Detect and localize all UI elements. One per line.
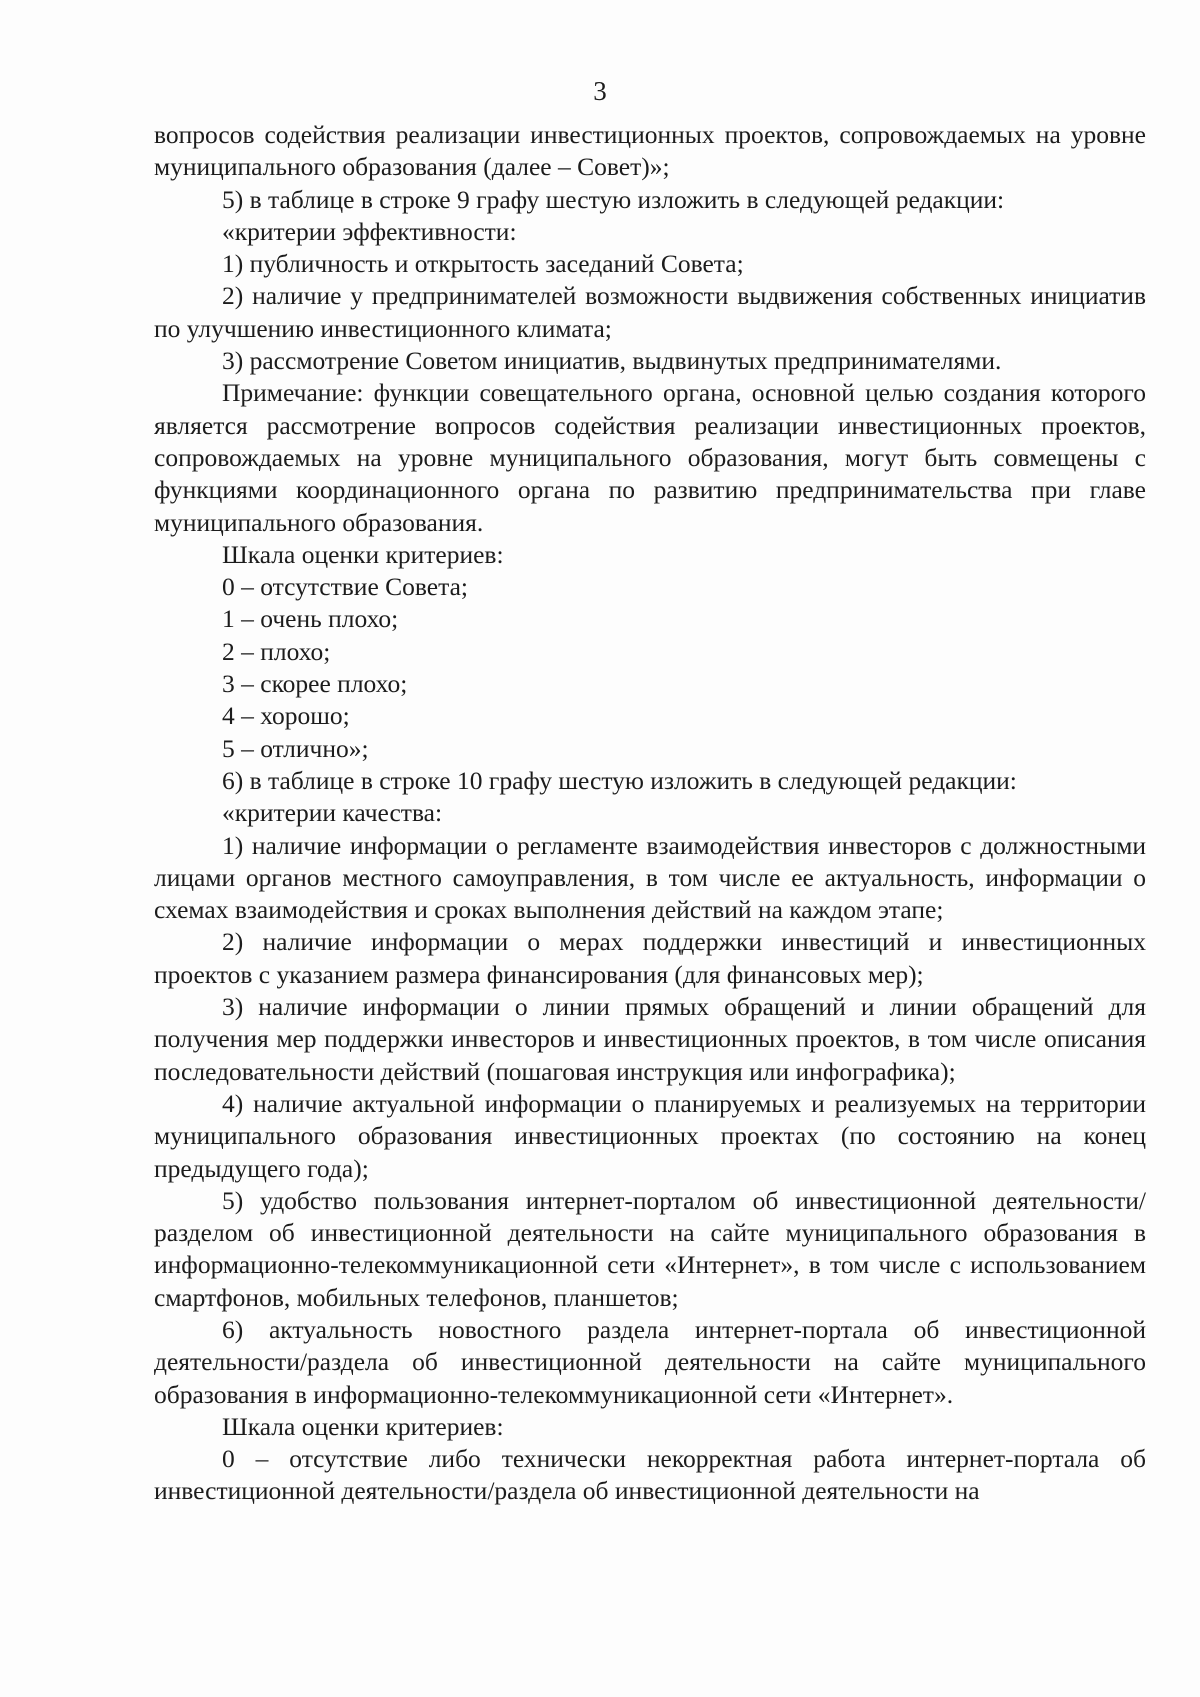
paragraph-efficiency-criterion: 2) наличие у предпринимателей возможности выдвижения собственных инициатив по улучшению инвестиционного климата; [154, 281, 1146, 343]
paragraph-quality-criteria-heading: «критерии качества: [222, 798, 443, 828]
paragraph-quality-criterion: 2) наличие информации о мерах поддержки инвестиций и инвестиционных проектов с указанием размера финансирования (для финансовых мер); [154, 927, 1146, 989]
paragraph-note: Примечание: функции совещательного органа, основной целью создания которого является рассмотрение вопросов содействия реализации инвестиционных проектов, сопровождаемых на уровне муниципального образования, могут быть совмещены с функциями координационного органа по развитию предпринимательства при главе муниципального образования. [154, 378, 1146, 537]
scale-item: 2 – плохо; [222, 636, 331, 666]
paragraph-quality-criterion: 6) актуальность новостного раздела интернет-портала об инвестиционной деятельности/раздела об инвестиционной деятельности на сайте муниципального образования в информационно-телекоммуникационной сети «Интернет». [154, 1314, 1146, 1409]
scale-item: 0 – отсутствие либо технически некорректная работа интернет-портала об инвестиционной деятельности/раздела об инвестиционной деятельности на [154, 1444, 1146, 1506]
paragraph-scale-heading: Шкала оценки критериев: [222, 539, 504, 569]
scale-item: 4 – хорошо; [222, 701, 350, 731]
paragraph-quality-criterion: 4) наличие актуальной информации о планируемых и реализуемых на территории муниципального образования инвестиционных проектах (по состоянию на конец предыдущего года); [154, 1088, 1146, 1183]
paragraph-efficiency-criterion: 3) рассмотрение Советом инициатив, выдвинутых предпринимателями. [222, 346, 1002, 376]
paragraph-quality-criterion: 1) наличие информации о регламенте взаимодействия инвесторов с должностными лицами органов местного самоуправления, в том числе ее актуальность, информации о схемах взаимодействия и сроках выполнения действий на каждом этапе; [154, 830, 1146, 925]
paragraph-scale-heading: Шкала оценки критериев: [222, 1411, 504, 1441]
scale-item: 0 – отсутствие Совета; [222, 572, 468, 602]
paragraph-efficiency-criterion: 1) публичность и открытость заседаний Совета; [222, 249, 744, 279]
scale-item: 1 – очень плохо; [222, 604, 399, 634]
paragraph-item-5: 5) в таблице в строке 9 графу шестую изложить в следующей редакции: [222, 184, 1005, 214]
page-number: 3 [593, 76, 607, 106]
paragraph-efficiency-criteria-heading: «критерии эффективности: [222, 216, 517, 246]
paragraph-quality-criterion: 3) наличие информации о линии прямых обращений и линии обращений для получения мер поддержки инвесторов и инвестиционных проектов, в том числе описания последовательности действий (пошаговая инструкция или инфографика); [154, 992, 1146, 1086]
paragraph-item-6: 6) в таблице в строке 10 графу шестую изложить в следующей редакции: [222, 765, 1017, 795]
scale-item: 5 – отлично»; [222, 733, 369, 763]
scale-item: 3 – скорее плохо; [222, 669, 408, 699]
document-body [154, 119, 1146, 1508]
paragraph-continuation: вопросов содействия реализации инвестиционных проектов, сопровождаемых на уровне муниципального образования (далее – Совет)»; [154, 120, 1146, 182]
paragraph-quality-criterion: 5) удобство пользования интернет-порталом об инвестиционной деятельности/разделом об инвестиционной деятельности на сайте муниципального образования в информационно-телекоммуникационной сети «Интернет», в том числе с использованием смартфонов, мобильных телефонов, планшетов; [154, 1185, 1146, 1312]
